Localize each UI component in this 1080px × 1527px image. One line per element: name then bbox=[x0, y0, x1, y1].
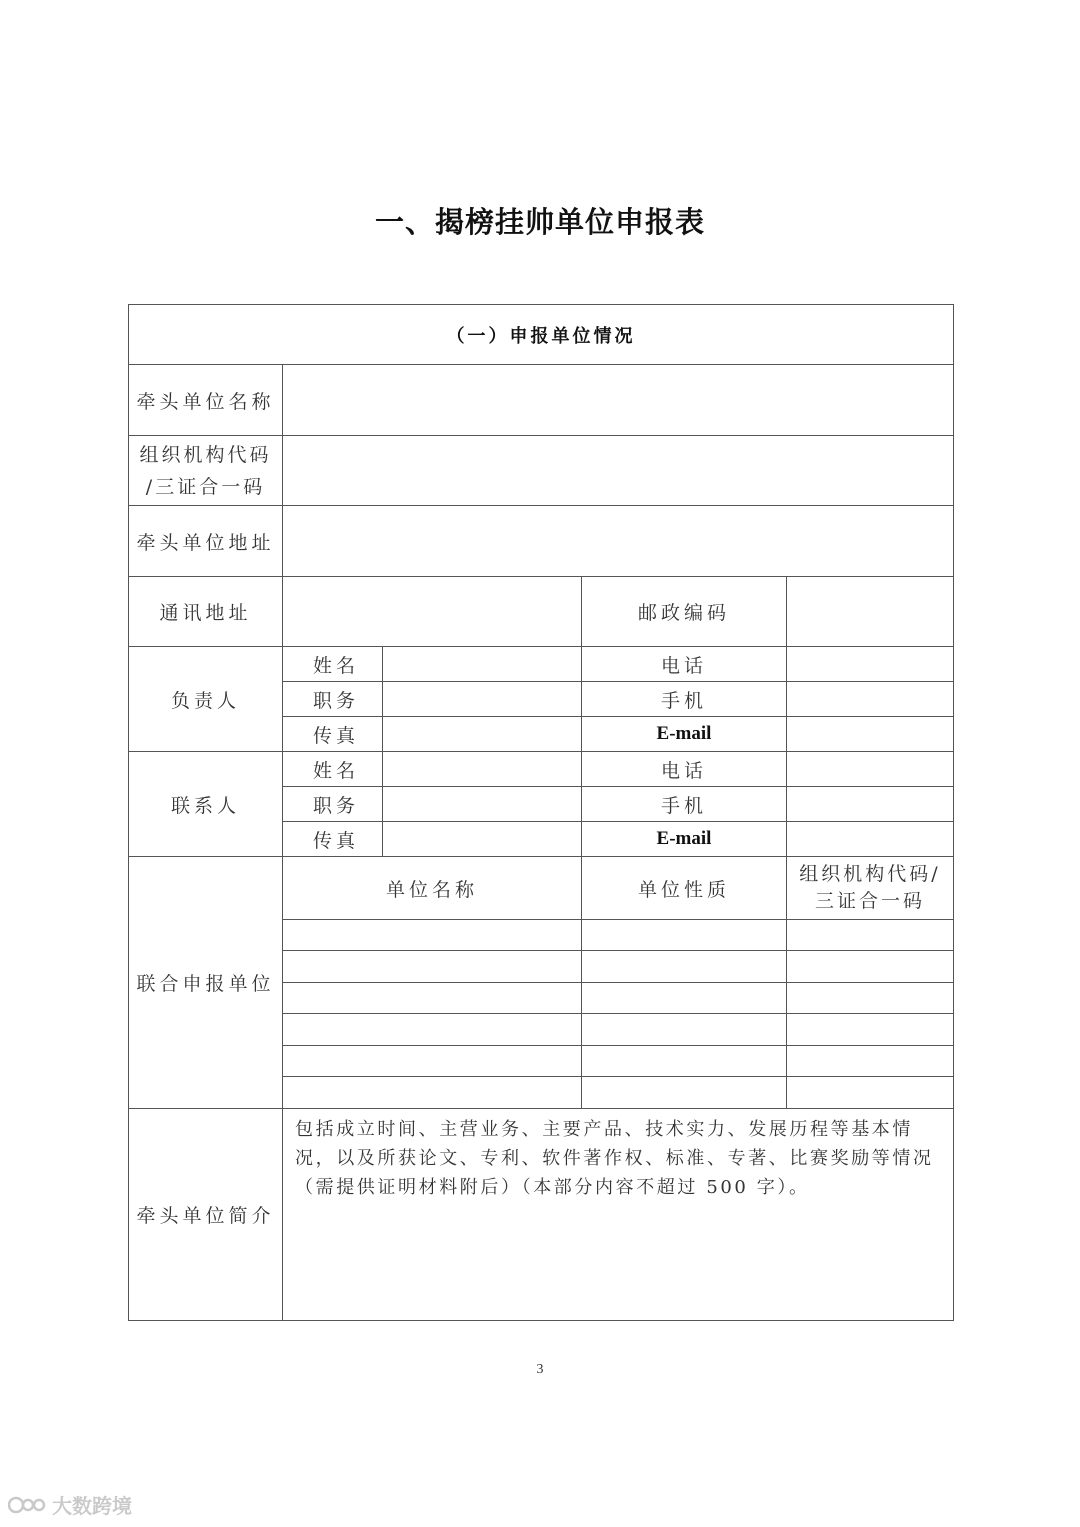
contact-name-label: 姓名 bbox=[283, 752, 383, 787]
lead-unit-name-label: 牵头单位名称 bbox=[129, 365, 283, 436]
mailing-address-field[interactable] bbox=[283, 577, 582, 647]
pic-email-label: E-mail bbox=[582, 717, 787, 752]
joint-unit-nature-field[interactable] bbox=[582, 1077, 787, 1109]
joint-unit-name-field[interactable] bbox=[283, 983, 582, 1014]
joint-unit-code-field[interactable] bbox=[787, 951, 954, 983]
org-code-field[interactable] bbox=[283, 436, 954, 506]
joint-unit-nature-field[interactable] bbox=[582, 920, 787, 951]
org-code-label bbox=[129, 436, 283, 506]
contact-position-label: 职务 bbox=[283, 787, 383, 822]
pic-mobile-label: 手机 bbox=[582, 682, 787, 717]
page-title: 一、揭榜挂帅单位申报表 bbox=[374, 205, 705, 239]
joint-unit-nature-field[interactable] bbox=[582, 1014, 787, 1046]
watermark-logo-icon bbox=[8, 1494, 48, 1516]
joint-unit-name-header: 单位名称 bbox=[283, 857, 582, 920]
contact-email-label: E-mail bbox=[582, 822, 787, 857]
contact-person-label: 联系人 bbox=[129, 752, 283, 857]
joint-unit-code-field[interactable] bbox=[787, 920, 954, 951]
joint-unit-name-field[interactable] bbox=[283, 1077, 582, 1109]
pic-fax-label: 传真 bbox=[283, 717, 383, 752]
mailing-address-label: 通讯地址 bbox=[129, 577, 283, 647]
joint-unit-code-field[interactable] bbox=[787, 1077, 954, 1109]
lead-unit-address-label: 牵头单位地址 bbox=[129, 506, 283, 577]
person-in-charge-label: 负责人 bbox=[129, 647, 283, 752]
joint-unit-nature-field[interactable] bbox=[582, 983, 787, 1014]
joint-unit-name-field[interactable] bbox=[283, 1046, 582, 1077]
joint-unit-nature-field[interactable] bbox=[582, 1046, 787, 1077]
org-code-label-line2: /三证合一码 bbox=[145, 475, 266, 498]
pic-mobile-field[interactable] bbox=[787, 682, 954, 717]
section-heading: （一）申报单位情况 bbox=[129, 305, 954, 365]
pic-name-field[interactable] bbox=[383, 647, 582, 682]
pic-name-label: 姓名 bbox=[283, 647, 383, 682]
joint-org-code-header-line1: 组织机构代码/ bbox=[799, 863, 941, 885]
contact-phone-label: 电话 bbox=[582, 752, 787, 787]
joint-unit-nature-header: 单位性质 bbox=[582, 857, 787, 920]
joint-unit-code-field[interactable] bbox=[787, 1014, 954, 1046]
contact-mobile-label: 手机 bbox=[582, 787, 787, 822]
contact-phone-field[interactable] bbox=[787, 752, 954, 787]
contact-name-field[interactable] bbox=[383, 752, 582, 787]
joint-units-label: 联合申报单位 bbox=[129, 857, 283, 1109]
lead-unit-name-field[interactable] bbox=[283, 365, 954, 436]
joint-org-code-header bbox=[787, 857, 954, 920]
pic-fax-field[interactable] bbox=[383, 717, 582, 752]
org-code-label-line1: 组织机构代码 bbox=[139, 443, 272, 466]
lead-unit-intro-label: 牵头单位简介 bbox=[129, 1109, 283, 1321]
pic-position-label: 职务 bbox=[283, 682, 383, 717]
lead-unit-intro-field[interactable]: 包括成立时间、主营业务、主要产品、技术实力、发展历程等基本情况，以及所获论文、专利、软件著作权、标准、专著、比赛奖励等情况（需提供证明材料附后）（本部分内容不超过 500 字）。 bbox=[283, 1109, 954, 1321]
watermark-text: 大数跨境 bbox=[52, 1494, 132, 1518]
contact-fax-label: 传真 bbox=[283, 822, 383, 857]
joint-unit-code-field[interactable] bbox=[787, 1046, 954, 1077]
joint-unit-nature-field[interactable] bbox=[582, 951, 787, 983]
page-number: 3 bbox=[536, 1362, 544, 1377]
postal-code-label: 邮政编码 bbox=[582, 577, 787, 647]
postal-code-field[interactable] bbox=[787, 577, 954, 647]
joint-unit-name-field[interactable] bbox=[283, 1014, 582, 1046]
watermark bbox=[8, 1490, 132, 1519]
joint-unit-code-field[interactable] bbox=[787, 983, 954, 1014]
contact-fax-field[interactable] bbox=[383, 822, 582, 857]
pic-email-field[interactable] bbox=[787, 717, 954, 752]
lead-unit-address-field[interactable] bbox=[283, 506, 954, 577]
pic-position-field[interactable] bbox=[383, 682, 582, 717]
contact-email-field[interactable] bbox=[787, 822, 954, 857]
joint-unit-name-field[interactable] bbox=[283, 920, 582, 951]
contact-mobile-field[interactable] bbox=[787, 787, 954, 822]
contact-position-field[interactable] bbox=[383, 787, 582, 822]
joint-org-code-header-line2: 三证合一码 bbox=[814, 890, 925, 912]
joint-unit-name-field[interactable] bbox=[283, 951, 582, 983]
pic-phone-field[interactable] bbox=[787, 647, 954, 682]
pic-phone-label: 电话 bbox=[582, 647, 787, 682]
application-form-table bbox=[128, 304, 954, 1321]
